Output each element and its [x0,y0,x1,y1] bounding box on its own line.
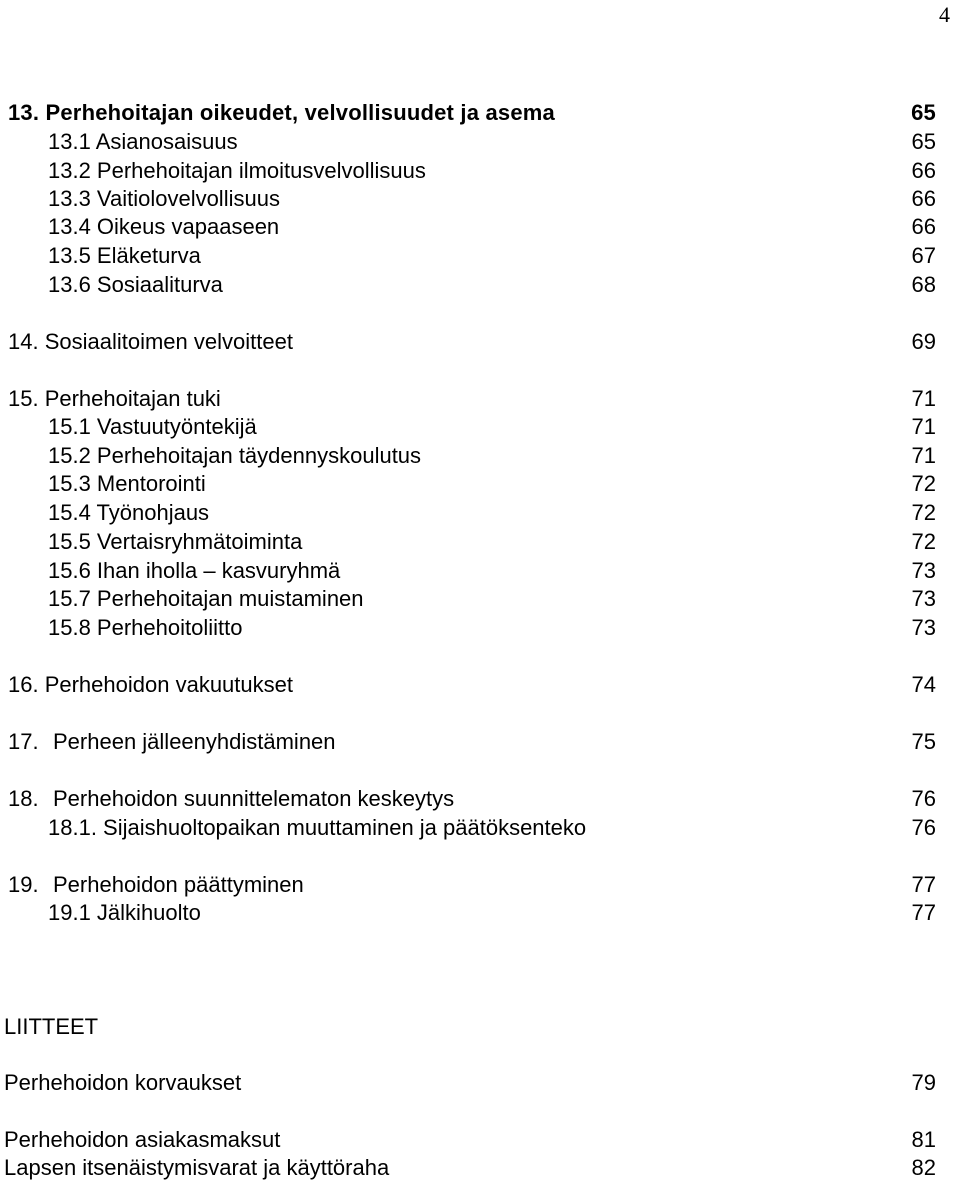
toc-entry[interactable] [0,469,960,499]
toc-entry[interactable] [0,98,960,128]
toc-entry-page: 66 [911,214,936,239]
toc-entry-page: 72 [911,471,936,496]
toc-entry[interactable] [0,498,960,528]
appendix-entry-page: 81 [911,1127,936,1152]
toc-entry-page: 67 [911,243,936,268]
toc-entry[interactable] [0,212,960,242]
toc-entry-page: 72 [911,500,936,525]
toc-entry[interactable] [0,127,960,157]
appendix-entry-label: Lapsen itsenäistymisvarat ja käyttöraha [4,1155,390,1180]
toc-entry[interactable] [0,241,960,271]
toc-entry-label: 13.5 Eläketurva [48,243,201,268]
toc-entry-page: 71 [911,414,936,439]
appendix-entry-label: Perhehoidon asiakasmaksut [4,1127,281,1152]
appendix-entry[interactable] [0,1125,960,1155]
toc-entry[interactable] [0,813,960,843]
toc-entry-page: 66 [911,158,936,183]
toc-entry-number: 17. [8,729,39,754]
toc-entry-label [8,727,336,757]
toc-entry-page: 73 [911,586,936,611]
toc-entry-label: 13.6 Sosiaaliturva [48,272,223,297]
toc-entry[interactable] [0,270,960,300]
toc-entry[interactable] [0,527,960,557]
toc-entry-page: 68 [911,272,936,297]
toc-entry-title: Perhehoidon suunnittelematon keskeytys [53,786,455,811]
toc-entry-label: 15.4 Työnohjaus [48,500,210,525]
toc-entry-page: 77 [911,872,936,897]
toc-entry-label: 15. Perhehoitajan tuki [8,386,221,411]
appendix-entry-page: 79 [911,1070,936,1095]
toc-entry[interactable] [0,556,960,586]
toc-entry-page: 76 [911,786,936,811]
toc-entry-page: 74 [911,672,936,697]
toc-entry-label: 15.8 Perhehoitoliitto [48,615,243,640]
toc-entry-number: 19. [8,872,39,897]
toc-entry-page: 77 [911,900,936,925]
toc-entry-label: 13.1 Asianosaisuus [48,129,238,154]
toc-entry-page: 73 [911,558,936,583]
toc-entry[interactable] [0,870,960,900]
appendices-heading: LIITTEET [4,1014,99,1039]
appendix-entry-page: 82 [911,1155,936,1180]
toc-entry[interactable] [0,613,960,643]
toc-entry-label [8,870,304,900]
toc-entry-label: 13.2 Perhehoitajan ilmoitusvelvollisuus [48,158,426,183]
toc-entry[interactable] [0,670,960,700]
toc-entry[interactable] [0,384,960,414]
toc-entry-label: 15.6 Ihan iholla – kasvuryhmä [48,558,341,583]
toc-entry-page: 71 [911,443,936,468]
toc-entry-page: 69 [911,329,936,354]
toc-entry-page: 73 [911,615,936,640]
toc-entry-label: 15.3 Mentorointi [48,471,206,496]
toc-entry-page: 72 [911,529,936,554]
toc-entry-label: 15.1 Vastuutyöntekijä [48,414,257,439]
toc-entry[interactable] [0,784,960,814]
toc-entry[interactable] [0,898,960,928]
toc-entry[interactable] [0,327,960,357]
toc-entry-title: Perhehoidon päättyminen [53,872,304,897]
toc-entry-label: 19.1 Jälkihuolto [48,900,201,925]
toc-entry-label: 15.7 Perhehoitajan muistaminen [48,586,364,611]
toc-entry-page: 65 [911,100,936,125]
toc-entry[interactable] [0,412,960,442]
toc-entry-page: 76 [911,815,936,840]
toc-entry-page: 65 [911,129,936,154]
toc-entry-label: 15.2 Perhehoitajan täydennyskoulutus [48,443,422,468]
toc-entry[interactable] [0,441,960,471]
toc-entry-label: 13.4 Oikeus vapaaseen [48,214,280,239]
appendix-entry-label: Perhehoidon korvaukset [4,1070,242,1095]
toc-entry-label: 13.3 Vaitiolovelvollisuus [48,186,280,211]
toc-entry[interactable] [0,184,960,214]
toc-entry-number: 18. [8,786,39,811]
toc-entry-label: 18.1. Sijaishuoltopaikan muuttaminen ja päätöksenteko [48,815,587,840]
appendix-entry[interactable] [0,1153,960,1183]
toc-entry-page: 71 [911,386,936,411]
toc-entry-label: 14. Sosiaalitoimen velvoitteet [8,329,293,354]
toc-entry-label: 15.5 Vertaisryhmätoiminta [48,529,303,554]
toc-entry[interactable] [0,727,960,757]
toc-entry-page: 75 [911,729,936,754]
toc-entry-label: 16. Perhehoidon vakuutukset [8,672,293,697]
toc-entry-title: Perheen jälleenyhdistäminen [53,729,336,754]
toc-entry-label [8,784,454,814]
toc-entry[interactable] [0,584,960,614]
page-number: 4 [939,2,950,27]
toc-entry-page: 66 [911,186,936,211]
toc-entry[interactable] [0,156,960,186]
appendix-entry[interactable] [0,1068,960,1098]
toc-entry-label: 13. Perhehoitajan oikeudet, velvollisuudet ja asema [8,100,555,125]
